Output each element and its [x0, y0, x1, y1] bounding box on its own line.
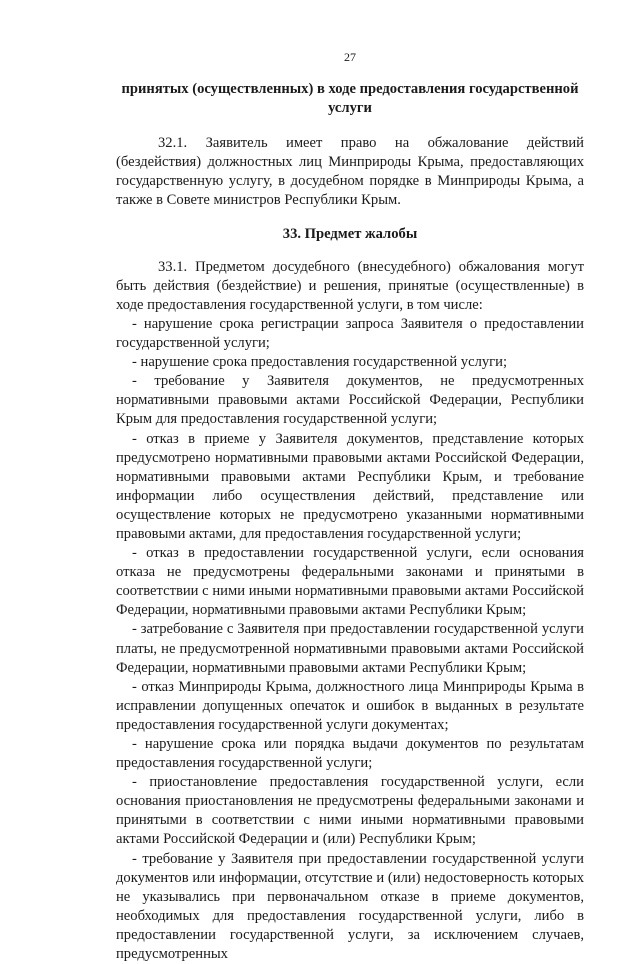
paragraph-33-1: 33.1. Предметом досудебного (внесудебного) обжалования могут быть действия (бездействие) и решения, принятые (осуществленные) в ходе предоставления государственной услуги, в том числе:	[116, 258, 584, 313]
list-item: - затребование с Заявителя при предоставлении государственной услуги платы, не предусмотренной нормативными правовыми актами Российской Федерации, нормативными правовыми актами Республики Крым;	[116, 621, 584, 676]
paragraph-32-1: 32.1. Заявитель имеет право на обжалование действий (бездействия) должностных лиц Минприроды Крыма, предоставляющих государственную услугу, в досудебном порядке в Минприроды Крыма, а также в Совете министров Республики Крым.	[116, 135, 584, 209]
list-item: - нарушение срока или порядка выдачи документов по результатам предоставления государственной услуги;	[116, 736, 584, 772]
list-item: - отказ Минприроды Крыма, должностного лица Минприроды Крыма в исправлении допущенных опечаток и ошибок в выданных в результате предоставления государственной услуги документах;	[116, 678, 584, 733]
list-item: - нарушение срока предоставления государственной услуги;	[132, 354, 508, 371]
list-item: - отказ в приеме у Заявителя документов, представление которых предусмотрено нормативными правовыми актами Российской Федерации, нормативными правовыми актами Республики Крым, и требование информации либо осуществления действий, представление или осуществление которых не предусмотрено указанными нормативными правовыми актами, для предоставления государственной услуги;	[116, 430, 584, 542]
list-item: - отказ в предоставлении государственной услуги, если основания отказа не предусмотрены федеральными законами и принятыми в соответствии с ними иными нормативными правовыми актами Российской Федерации, нормативными правовыми актами Республики Крым;	[116, 545, 584, 619]
list-item: - требование у Заявителя документов, не предусмотренных нормативными правовыми актами Российской Федерации, Республики Крым для предоставления государственной услуги;	[116, 373, 584, 428]
section-32-heading: принятых (осуществленных) в ходе предоставления государственной услуги	[121, 81, 579, 117]
list-item: - нарушение срока регистрации запроса Заявителя о предоставлении государственной услуги;	[116, 315, 584, 352]
page-number: 27	[344, 50, 356, 64]
section-33-heading: 33. Предмет жалобы	[282, 225, 418, 242]
list-item: - приостановление предоставления государственной услуги, если основания приостановления не предусмотрены федеральными законами и принятыми в соответствии с ними иными нормативными правовыми актами Российской Федерации и (или) Республики Крым;	[116, 774, 584, 848]
list-item: - требование у Заявителя при предоставлении государственной услуги документов или информации, отсутствие и (или) недостоверность которых не указывались при первоначальном отказе в приеме документов, необходимых для предоставления государственной услуги, либо в предоставлении государственной услуги, за исключением случаев, предусмотренных	[116, 850, 584, 963]
